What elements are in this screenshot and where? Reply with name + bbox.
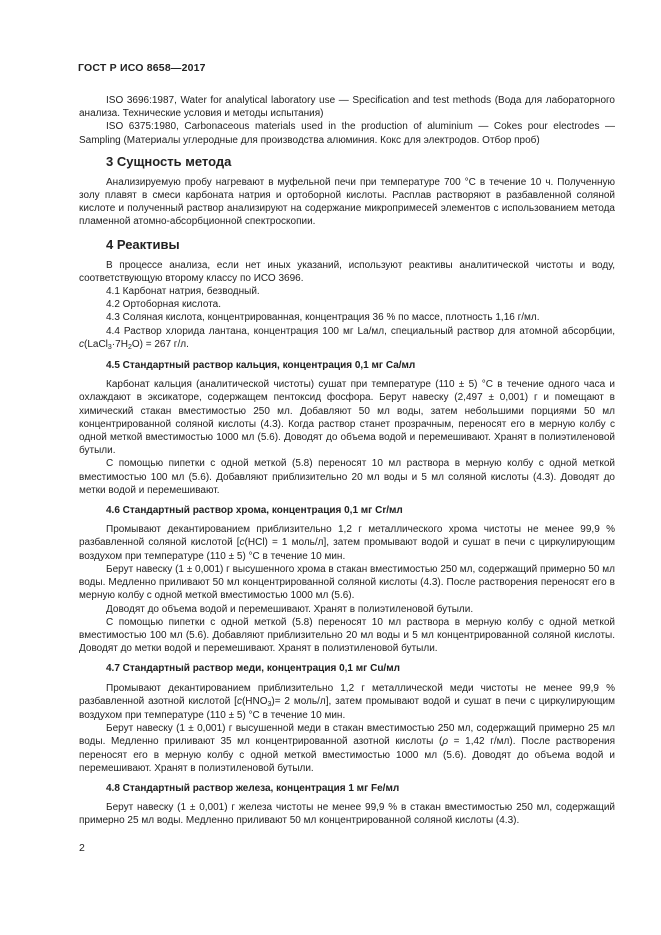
section-3-paragraph: Анализируемую пробу нагревают в муфельной печи при температуре 700 °С в течение 10 ч. Полученную золу плавят в смеси карбоната натрия и ортоборной кислоты. Расплав растворяют в разбавленной соляной кислоте и полученный раствор анализируют на содержание микропримесей элементов с использованием метода пламенной атомно-абсорбционной спектроскопии. — [79, 176, 615, 228]
section-4-heading: 4 Реактивы — [106, 236, 180, 252]
section-4-5-heading: 4.5 Стандартный раствор кальция, концентрация 0,1 мг Са/мл — [106, 360, 416, 372]
section-4-6-paragraph-2: Берут навеску (1 ± 0,001) г высушенного хрома в стакан вместимостью 250 мл, содержащий примерно 50 мл воды. Медленно приливают 50 мл концентрированной соляной кислоты (4.3). После растворения переносят его в мерную колбу с одной меткой вместимостью 1000 мл (5.6). — [79, 563, 615, 602]
section-4-intro: В процессе анализа, если нет иных указаний, используют реактивы аналитической чистоты и воду, соответствующую второму классу по ИСО 3696. — [79, 259, 615, 284]
reference-iso-3696: ISO 3696:1987, Water for analytical laboratory use — Specification and test methods (Вода для лабораторного анализа. Технические условия и методы испытания) — [79, 95, 615, 120]
item-4-2: 4.2 Ортоборная кислота. — [106, 299, 222, 311]
section-4-6-paragraph-1: Промывают декантированием приблизительно 1,2 г металлического хрома чистоты не менее 99,9 % разбавленной соляной кислотой [c(HCl) = 1 моль/л], затем промывают водой и сушат в печи с циркулирующим воздухом при температуре (110 ± 5) °С в течение 10 мин. — [79, 524, 615, 562]
section-4-7-paragraph-1: Промывают декантированием приблизительно 1,2 г металлической меди чистоты не менее 99,9 % разбавленной азотной кислотой [$c(HNO_3)= 2$ моль/л], затем промывают водой и сушат в печи с циркулирующим воздухом при температуре (110 ± 5) °С в течение 10 мин. — [79, 682, 615, 721]
section-4-8-heading: 4.8 Стандартный раствор железа, концентрация 1 мг Fe/мл — [106, 782, 400, 794]
section-4-5-paragraph-2: С помощью пипетки с одной меткой (5.8) переносят 10 мл раствора в мерную колбу с одной меткой вместимостью 100 мл (5.6). Добавляют приблизительно 20 мл воды и 5 мл соляной кислоты (4.3). Доводят до метки водой и перемешивают. — [79, 458, 615, 496]
section-4-7-paragraph-2: Берут навеску (1 ± 0,001) г высушенной меди в стакан вместимостью 250 мл, содержащий примерно 25 мл воды. Медленно приливают 35 мл концентрированной азотной кислоты (ρ = 1,42 г/мл). После растворения переносят его в мерную колбу с одной меткой вместимостью 1000 мл (5.6). Доводят до объема водой и перемешивают. Хранят в полиэтиленовой бутыли. — [79, 723, 615, 774]
section-4-6-paragraph-3: Доводят до объема водой и перемешивают. Хранят в полиэтиленовой бутыли. — [106, 603, 474, 615]
section-4-8-paragraph-1: Берут навеску (1 ± 0,001) г железа чистоты не менее 99,9 % в стакан вместимостью 250 мл, содержащий примерно 25 мл воды. Медленно приливают 50 мл концентрированной соляной кислоты (4.3). — [79, 802, 615, 827]
running-header: ГОСТ Р ИСО 8658—2017 — [78, 62, 206, 74]
item-4-1: 4.1 Карбонат натрия, безводный. — [106, 286, 260, 298]
section-3-heading: 3 Сущность метода — [106, 153, 232, 169]
section-4-7-heading: 4.7 Стандартный раствор меди, концентрация 0,1 мг Cu/мл — [106, 663, 400, 675]
item-4-4: 4.4 Раствор хлорида лантана, концентрация 100 мг La/мл, специальный раствор для атомной абсорбции, $c(LaCl_3\cdot 7H_2O) = 267$ г/л. — [79, 325, 615, 351]
section-4-6-heading: 4.6 Стандартный раствор хрома, концентрация 0,1 мг Cr/мл — [106, 505, 403, 517]
reference-iso-6375: ISO 6375:1980, Carbonaceous materials used in the production of aluminium — Cokes pour electrodes — Sampling (Материалы углеродные для производства алюминия. Кокс для электродов. Отбор проб) — [79, 121, 615, 146]
section-4-6-paragraph-4: С помощью пипетки с одной меткой (5.8) переносят 10 мл раствора в мерную колбу с одной меткой вместимостью 100 мл (5.6). Добавляют приблизительно 20 мл воды и 5 мл концентрированной соляной кислоты. Доводят до метки водой и перемешивают. Хранят в полиэтиленовой бутыли. — [79, 616, 615, 655]
page-body — [79, 94, 615, 828]
page-number: 2 — [79, 842, 85, 854]
section-4-5-paragraph-1: Карбонат кальция (аналитической чистоты) сушат при температуре (110 ± 5) °С в течение одного часа и охлаждают в эксикаторе, содержащем пентоксид фосфора. Берут навеску (2,497 ± 0,001) г и помещают в химический стакан вместимостью 250 мл. Добавляют 50 мл воды, затем небольшими порциями 50 мл концентрированной соляной кислоты (4.3). Когда раствор станет прозрачным, переносят его в мерную колбу с одной меткой вместимостью 1000 мл (5.6). Доводят до объема водой и перемешивают. Хранят в полиэтиленовой бутыли. — [79, 379, 615, 457]
item-4-3: 4.3 Соляная кислота, концентрированная, концентрация 36 % по массе, плотность 1,16 г/мл. — [106, 312, 540, 324]
